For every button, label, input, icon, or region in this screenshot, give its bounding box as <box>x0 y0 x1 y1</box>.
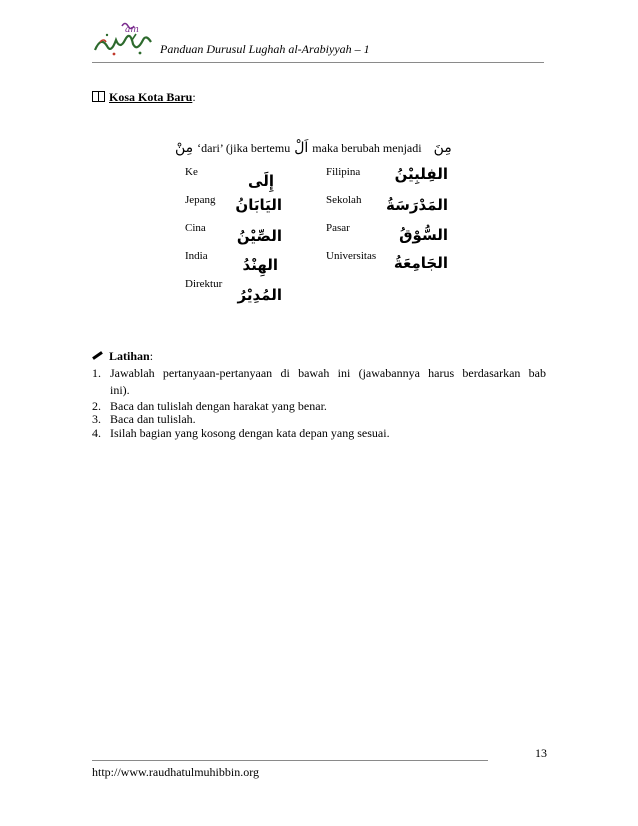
book-icon <box>92 91 105 102</box>
vocab-latin: India <box>185 250 208 262</box>
vocab-latin: Sekolah <box>326 194 362 206</box>
calligraphy-logo <box>92 20 154 58</box>
vocab-arabic: السُّوْقُ <box>399 226 448 244</box>
exercise-number: 1. <box>92 366 101 380</box>
rule-text-after: maka berubah menjadi <box>312 141 422 155</box>
vocab-arabic: إِلَى <box>248 172 274 190</box>
exercise-number: 3. <box>92 412 101 426</box>
footer-divider <box>92 760 488 761</box>
vocab-arabic: اليَابَانُ <box>235 196 282 214</box>
svg-text:am: am <box>125 25 139 35</box>
vocab-latin: Jepang <box>185 194 216 206</box>
vocab-latin: Filipina <box>326 166 361 178</box>
vocab-latin: Cina <box>185 222 206 234</box>
vocab-arabic: المَدْرَسَةُ <box>386 196 448 214</box>
header-divider <box>92 62 544 63</box>
section-title-kosa <box>92 90 196 105</box>
latihan-colon: : <box>149 349 154 363</box>
exercise-number: 4. <box>92 426 101 440</box>
exercise-text: Baca dan tulislah dengan harakat yang benar. <box>110 399 327 413</box>
grammar-rule <box>175 140 452 156</box>
exercise-text: Jawablah pertanyaan-pertanyaan di bawah ini (jawabannya harus berdasarkan bab <box>110 366 546 380</box>
latihan-label: Latihan <box>109 349 150 363</box>
vocab-latin: Direktur <box>185 278 223 290</box>
vocab-arabic: الجَامِعَةُ <box>393 254 448 272</box>
footer-url[interactable]: http://www.raudhatulmuhibbin.org <box>92 765 259 779</box>
pencil-icon <box>92 351 103 360</box>
exercise-text: Baca dan tulislah. <box>110 412 196 426</box>
vocab-arabic: الصِّيْنُ <box>236 227 282 245</box>
arabic-min-sukun: مِنْ <box>175 140 194 156</box>
section-title-latihan <box>92 349 153 364</box>
kosa-colon: : <box>192 90 196 104</box>
vocab-arabic: المُدِيْرُ <box>237 286 282 304</box>
exercise-text: Isilah bagian yang kosong dengan kata depan yang sesuai. <box>110 426 390 440</box>
vocab-latin: Universitas <box>326 250 377 262</box>
vocab-latin: Ke <box>185 166 198 178</box>
vocab-arabic: الهِنْدُ <box>242 256 278 274</box>
rule-text-before: ‘dari’ (jika bertemu <box>197 141 291 155</box>
arabic-min-fathah: مِنَ <box>433 140 452 156</box>
vocab-arabic: الفِلبِيْنُ <box>394 165 448 183</box>
header-title: Panduan Durusul Lughah al-Arabiyyah – 1 <box>160 42 370 56</box>
exercise-item <box>92 425 546 442</box>
exercise-number: 2. <box>92 399 101 413</box>
arabic-al: اَلْ <box>294 140 309 156</box>
exercise-text-continued: ini). <box>110 382 130 397</box>
kosa-label: Kosa Kota Baru <box>109 90 193 104</box>
vocab-latin: Pasar <box>326 222 350 234</box>
exercise-item <box>92 365 546 398</box>
page-number: 13 <box>535 746 547 760</box>
